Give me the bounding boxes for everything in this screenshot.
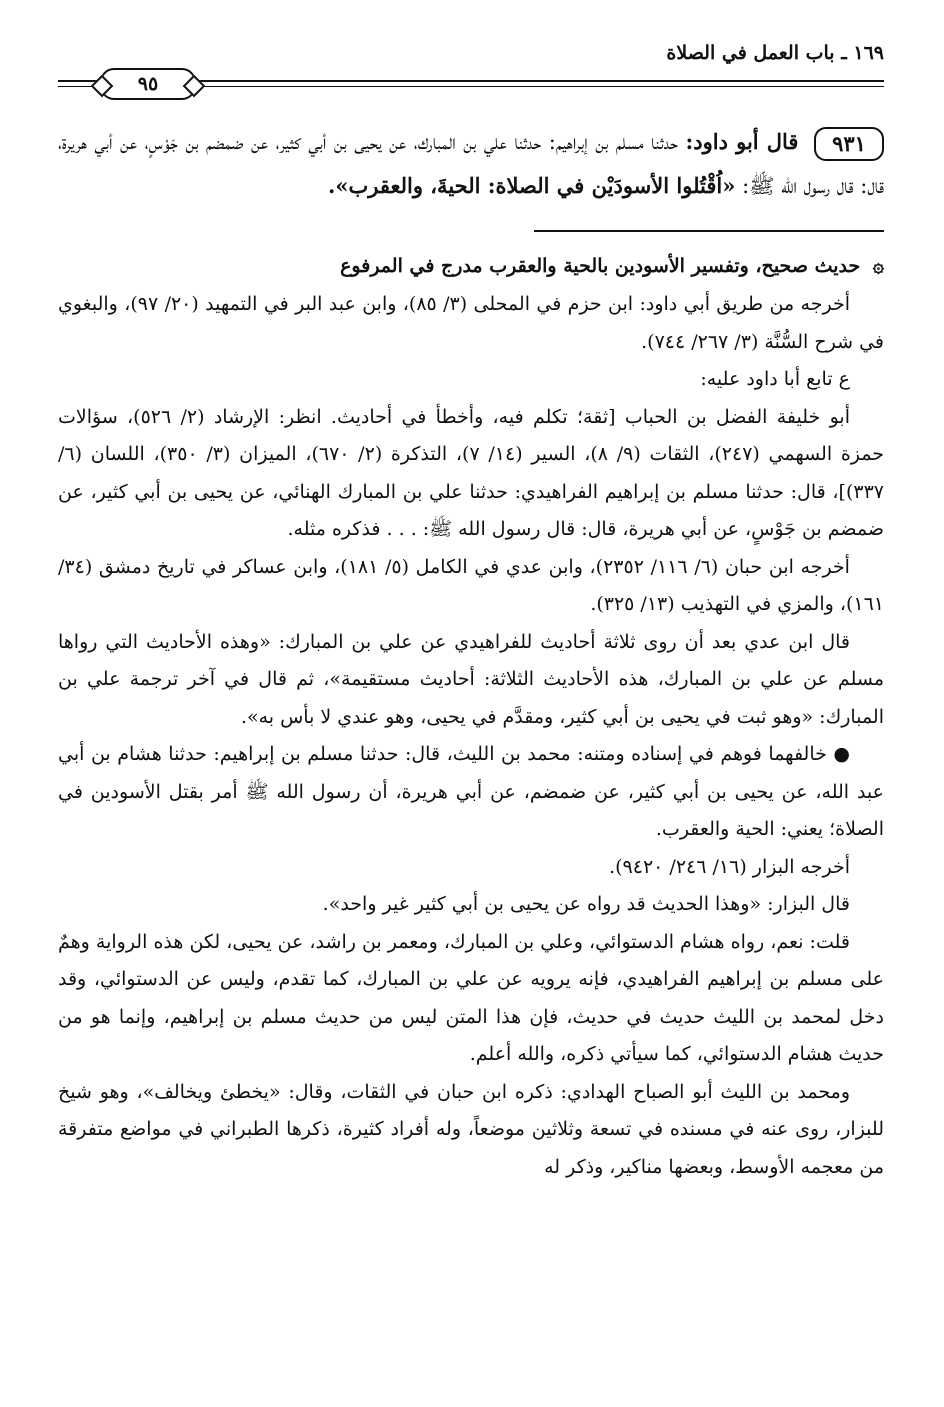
running-title: ١٦٩ ـ باب العمل في الصلاة — [666, 42, 884, 64]
paragraph: ع تابع أبا داود عليه: — [700, 368, 850, 390]
running-head — [58, 40, 884, 66]
paragraph: قال البزار: «وهذا الحديث قد رواه عن يحيى بن أبي كثير غير واحد». — [322, 893, 850, 915]
paragraph: أخرجه ابن حبان (٦/ ١١٦/ ٢٣٥٢)، وابن عدي في الكامل (٥/ ١٨١)، وابن عساكر في تاريخ دمشق (٣٤/ ١٦١)، والمزي في التهذيب (١٣/ ٣٢٥). — [58, 555, 884, 615]
paragraph: أبو خليفة الفضل بن الحباب [ثقة؛ تكلم فيه، وأخطأ في أحاديث. انظر: الإرشاد (٢/ ٥٢٦)، سؤالات حمزة السهمي (٢٤٧)، الثقات (٩/ ٨)، السير (١٤/ ٧)، التذكرة (٢/ ٦٧٠)، الميزان (٣/ ٣٥٠)، اللسان (٦/ ٣٣٧)]، قال: حدثنا مسلم بن إبراهيم الفراهيدي: حدثنا علي بن المبارك الهنائي، عن يحيى بن أبي كثير، عن ضمضم بن جَوْسٍ، عن أبي هريرة، قال: قال رسول الله ﷺ: . . . فذكره مثله. — [58, 405, 884, 540]
paragraph: قلت: نعم، رواه هشام الدستوائي، وعلي بن المبارك، ومعمر بن راشد، عن يحيى، لكن هذه الرواية وهمٌ على مسلم بن إبراهيم الفراهيدي، فإنه يرويه عن علي بن المبارك، كما تقدم، وليس عن الدستوائي، وقد دخل لمحمد بن الليث حديث في حديث، فإن هذا المتن ليس من حديث مسلم بن إبراهيم، وإنما هو من حديث هشام الدستوائي، كما سيأتي ذكره، والله أعلم. — [58, 930, 884, 1065]
hadith-text — [58, 120, 884, 208]
hadith-number: ٩٣١ — [814, 127, 884, 161]
verdict-text: حديث صحيح، وتفسير الأسودين بالحية والعقرب مدرج في المرفوع — [340, 255, 861, 277]
page-number: ٩٥ — [100, 68, 196, 100]
section-divider — [534, 230, 884, 232]
verdict-mark-icon: ۞ — [872, 255, 884, 277]
hadith-matn: «اُقْتُلوا الأسودَيْن في الصلاة: الحيةَ، والعقرب». — [328, 173, 736, 198]
paragraph: قال ابن عدي بعد أن روى ثلاثة أحاديث للفراهيدي عن علي بن المبارك: «وهذه الأحاديث التي رواها مسلم عن علي بن المبارك، هذه الأحاديث الثلاثة: أحاديث مستقيمة»، ثم قال في آخر ترجمة علي بن المبارك: «وهو ثبت في يحيى بن أبي كثير، ومقدَّم في يحيى، وهو عندي لا بأس به». — [58, 630, 884, 728]
hadith-chain: حدثنا مسلم بن إبراهيم: حدثنا علي بن المبارك، عن يحيى بن أبي كثير، عن ضمضم بن جَوْسٍ، عن أبي هريرة، قال: قال رسول الله ﷺ: — [58, 130, 884, 198]
paragraph: أخرجه من طريق أبي داود: ابن حزم في المحلى (٣/ ٨٥)، وابن عبد البر في التمهيد (٢٠/ ٩٧)، والبغوي في شرح السُّنَّة (٣/ ٢٦٧/ ٧٤٤). — [58, 293, 884, 353]
paragraph: ومحمد بن الليث أبو الصباح الهدادي: ذكره ابن حبان في الثقات، وقال: «يخطئ ويخالف»، وهو شيخ للبزار، روى عنه في مسنده في تسعة وثلاثين موضعاً، وله أفراد كثيرة، ذكرها الطبراني في مواضع متفرقة من معجمه الأوسط، وبعضها مناكير، وذكر له — [58, 1080, 884, 1178]
paragraph: أخرجه البزار (١٦/ ٢٤٦/ ٩٤٢٠). — [609, 855, 850, 878]
header-rule — [58, 68, 884, 102]
page — [58, 40, 884, 1186]
verdict-heading — [58, 246, 884, 286]
hadith-narrator: قال أبو داود: — [685, 129, 799, 154]
paragraph: ● خالفهما فوهم في إسناده ومتنه: محمد بن الليث، قال: حدثنا مسلم بن إبراهيم: حدثنا هشام بن أبي عبد الله، عن يحيى بن أبي كثير، عن ضمضم، عن أبي هريرة، أن رسول الله ﷺ أمر بقتل الأسودين في الصلاة؛ يعني: الحية والعقرب. — [58, 743, 884, 840]
